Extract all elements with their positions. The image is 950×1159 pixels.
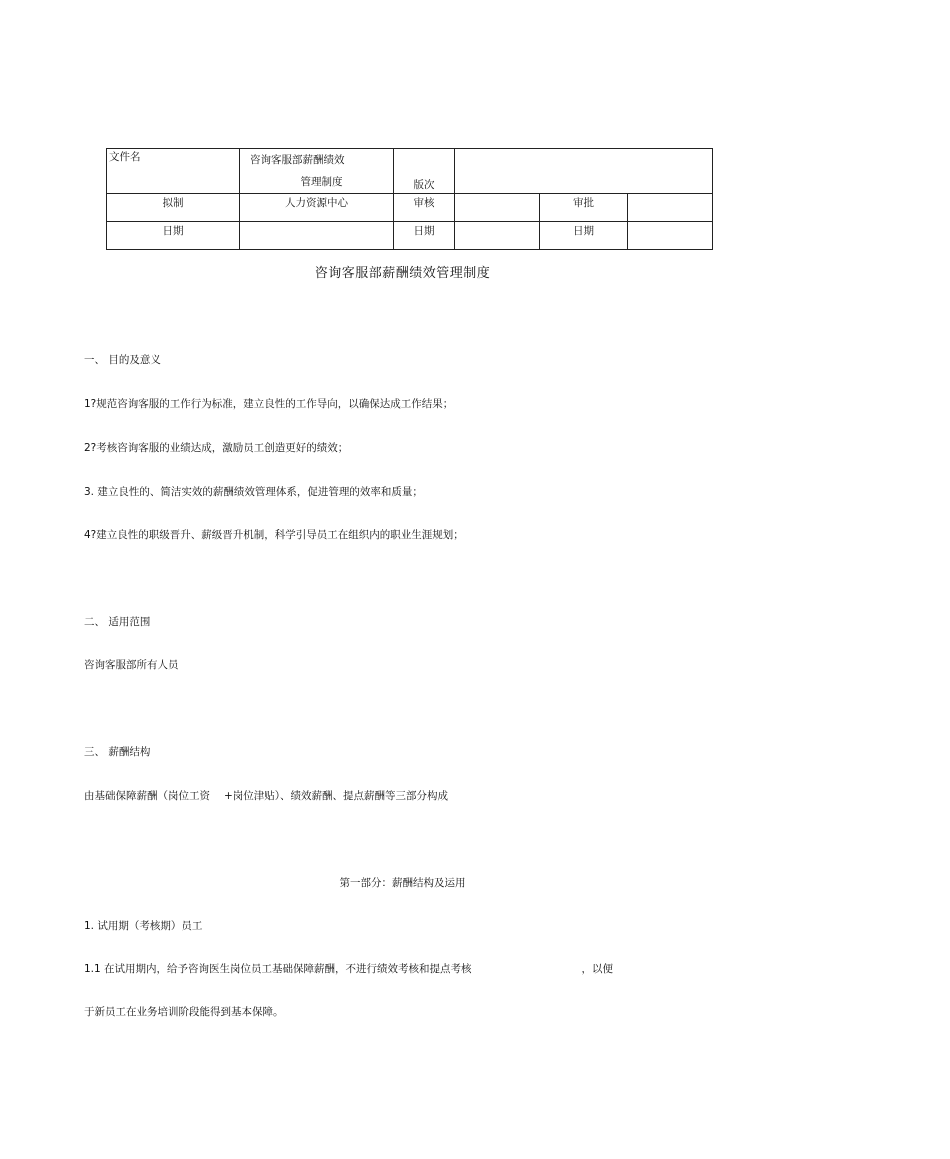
date-label-approve: 日期 — [540, 222, 628, 250]
item1-heading: 1. 试用期（考核期）员工 — [84, 920, 203, 932]
date-label-review: 日期 — [394, 222, 455, 250]
version-label: 版次 — [394, 149, 455, 194]
document-header-table — [106, 148, 713, 250]
section2-body: 咨询客服部所有人员 — [84, 659, 179, 671]
approve-label: 审批 — [540, 194, 628, 222]
section1-heading: 一、 目的及意义 — [84, 354, 161, 366]
approve-value — [628, 194, 713, 222]
review-label: 审核 — [394, 194, 455, 222]
section3-body-part-a: 由基础保障薪酬（岗位工资 — [84, 790, 210, 802]
item1-1-line2: 于新员工在业务培训阶段能得到基本保障。 — [84, 1006, 284, 1018]
file-name-label: 文件名 — [107, 149, 240, 194]
section1-item-4: 4?建立良性的职级晋升、薪级晋升机制，科学引导员工在组织内的职业生涯规划； — [84, 529, 464, 541]
date-value-review — [455, 222, 540, 250]
file-name-value-line1: 咨询客服部薪酬绩效 — [250, 154, 345, 166]
part1-heading: 第一部分：薪酬结构及运用 — [339, 877, 466, 889]
section1-item-2: 2?考核咨询客服的业绩达成，激励员工创造更好的绩效； — [84, 442, 349, 454]
version-value — [455, 149, 713, 194]
section3-body-part-b: +岗位津贴）、绩效薪酬、提点薪酬等三部分构成 — [224, 790, 449, 802]
section1-item-3: 3. 建立良性的、简洁实效的薪酬绩效管理体系，促进管理的效率和质量； — [84, 486, 423, 498]
file-name-value-line2: 管理制度 — [300, 176, 343, 188]
item1-1-text: 1.1 在试用期内，给予咨询医生岗位员工基础保障薪酬，不进行绩效考核和提点考核 — [84, 963, 472, 975]
section3-body — [84, 788, 448, 803]
draft-label: 拟制 — [107, 194, 240, 222]
file-name-value — [240, 149, 394, 194]
date-value-approve — [628, 222, 713, 250]
review-value — [455, 194, 540, 222]
document-title: 咨询客服部薪酬绩效管理制度 — [314, 266, 491, 281]
draft-value: 人力资源中心 — [240, 194, 394, 222]
item1-1-line1 — [84, 961, 613, 976]
date-value-draft — [240, 222, 394, 250]
section2-heading: 二、 适用范围 — [84, 616, 151, 628]
section3-heading: 三、 薪酬结构 — [84, 746, 151, 758]
section1-item-1: 1?规范咨询客服的工作行为标准，建立良性的工作导向，以确保达成工作结果； — [84, 398, 454, 410]
item1-1-tail: ，以便 — [581, 963, 614, 975]
date-label-draft: 日期 — [107, 222, 240, 250]
